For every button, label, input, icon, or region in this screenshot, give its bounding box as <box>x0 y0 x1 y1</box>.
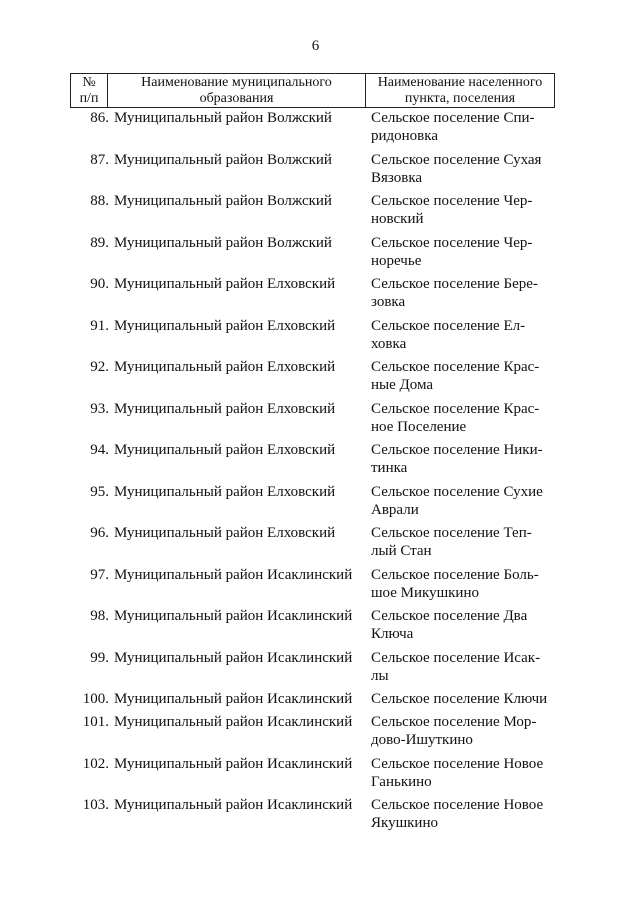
row-settlement <box>371 400 556 436</box>
row-settlement <box>371 275 556 311</box>
row-number: 99. <box>90 649 109 666</box>
table-row <box>0 109 631 151</box>
row-number: 91. <box>90 317 109 334</box>
row-settlement-line: ридоновка <box>371 128 438 144</box>
row-settlement-line: Сельское поселение Ники- <box>371 442 543 458</box>
row-number: 95. <box>90 483 109 500</box>
row-settlement <box>371 524 556 560</box>
row-settlement-line: шое Микушкино <box>371 584 479 601</box>
row-number: 94. <box>90 442 109 458</box>
table-row <box>0 607 631 649</box>
row-settlement <box>371 755 556 791</box>
table-row <box>0 566 631 608</box>
row-settlement-line: Сельское поселение Ключи <box>371 691 548 707</box>
header-number-cell <box>71 74 108 108</box>
row-municipality: Муниципальный район Елховский <box>114 317 336 334</box>
row-municipality: Муниципальный район Исаклинский <box>114 755 353 772</box>
header-municipality-line: Наименование муниципального <box>141 75 332 90</box>
row-number: 92. <box>90 359 109 375</box>
row-number: 102. <box>82 755 109 772</box>
row-municipality: Муниципальный район Елховский <box>114 400 336 417</box>
row-settlement-line: лы <box>371 667 389 684</box>
header-municipality-cell <box>108 74 366 108</box>
row-number: 103. <box>82 797 109 813</box>
row-municipality: Муниципальный район Волжский <box>114 193 332 209</box>
row-settlement-line: дово-Ишуткино <box>371 732 473 748</box>
row-settlement-line: Сельское поселение Боль- <box>371 566 539 583</box>
row-municipality: Муниципальный район Елховский <box>114 359 336 375</box>
row-settlement <box>371 441 556 477</box>
row-settlement <box>371 566 556 602</box>
row-number: 101. <box>82 714 109 730</box>
row-settlement-line: тинка <box>371 460 408 476</box>
row-municipality: Муниципальный район Исаклинский <box>114 714 353 730</box>
row-settlement-line: Сельское поселение Новое <box>371 755 544 772</box>
row-settlement <box>371 109 556 145</box>
row-settlement-line: Ганькино <box>371 773 432 790</box>
row-number: 96. <box>90 525 109 541</box>
page-number: 6 <box>311 38 320 54</box>
row-settlement <box>371 649 556 685</box>
row-settlement-line: Аврали <box>371 501 419 518</box>
table-row <box>0 192 631 234</box>
row-settlement <box>371 358 556 394</box>
row-municipality: Муниципальный район Волжский <box>114 151 332 168</box>
row-settlement <box>371 192 556 228</box>
table-row <box>0 649 631 691</box>
row-settlement-line: Якушкино <box>371 815 438 831</box>
table-row <box>0 317 631 359</box>
row-settlement <box>371 151 556 187</box>
row-settlement-line: Вязовка <box>371 169 423 186</box>
row-settlement <box>371 796 556 832</box>
table-row <box>0 713 631 755</box>
row-settlement-line: Ключа <box>371 626 414 642</box>
header-settlement-line: Наименование населенного <box>377 75 543 90</box>
row-municipality: Муниципальный район Исаклинский <box>114 608 353 624</box>
row-municipality: Муниципальный район Елховский <box>114 525 336 541</box>
row-municipality: Муниципальный район Елховский <box>114 483 336 500</box>
row-settlement <box>371 317 556 353</box>
table-row <box>0 796 631 838</box>
table-row <box>0 358 631 400</box>
row-settlement <box>371 607 556 643</box>
row-municipality: Муниципальный район Волжский <box>114 234 332 251</box>
header-number-line: № <box>82 75 96 90</box>
table-row <box>0 524 631 566</box>
row-municipality: Муниципальный район Исаклинский <box>114 691 353 707</box>
row-settlement-line: Сельское поселение Бере- <box>371 276 538 292</box>
row-number: 93. <box>90 400 109 417</box>
row-settlement-line: ховка <box>371 335 407 352</box>
row-settlement-line: лый Стан <box>371 543 432 559</box>
row-municipality: Муниципальный район Елховский <box>114 276 336 292</box>
row-settlement <box>371 234 556 270</box>
row-settlement-line: Сельское поселение Новое <box>371 797 544 813</box>
row-settlement-line: новский <box>371 211 424 227</box>
row-number: 100. <box>82 691 109 707</box>
row-settlement <box>371 690 556 708</box>
row-municipality: Муниципальный район Исаклинский <box>114 566 353 583</box>
header-settlement-line: пункта, поселения <box>404 91 516 106</box>
row-number: 87. <box>90 151 109 168</box>
table-row <box>0 483 631 525</box>
table-row <box>0 690 631 713</box>
row-municipality: Муниципальный район Волжский <box>114 110 332 126</box>
table-header <box>70 73 555 108</box>
row-settlement-line: Сельское поселение Крас- <box>371 359 540 375</box>
table-row <box>0 275 631 317</box>
row-number: 90. <box>90 276 109 292</box>
row-number: 86. <box>90 110 109 126</box>
table-row <box>0 441 631 483</box>
row-settlement-line: Сельское поселение Два <box>371 608 528 624</box>
row-settlement-line: ное Поселение <box>371 418 467 435</box>
table-row <box>0 400 631 442</box>
row-settlement-line: зовка <box>371 294 406 310</box>
row-settlement-line: ные Дома <box>371 377 434 393</box>
row-number: 88. <box>90 193 109 209</box>
row-settlement-line: Сельское поселение Теп- <box>371 525 532 541</box>
header-settlement-cell <box>366 74 555 108</box>
header-municipality-line: образования <box>199 91 274 106</box>
row-settlement <box>371 483 556 519</box>
row-settlement-line: Сельское поселение Исак- <box>371 649 541 666</box>
row-settlement-line: Сельское поселение Сухие <box>371 483 543 500</box>
row-settlement-line: Сельское поселение Ел- <box>371 317 526 334</box>
table-row <box>0 755 631 797</box>
row-settlement <box>371 713 556 749</box>
row-number: 98. <box>90 608 109 624</box>
row-settlement-line: Сельское поселение Чер- <box>371 234 533 251</box>
row-settlement-line: Сельское поселение Чер- <box>371 193 533 209</box>
table-row <box>0 234 631 276</box>
row-settlement-line: Сельское поселение Сухая <box>371 151 542 168</box>
header-number-line: п/п <box>79 91 99 106</box>
row-settlement-line: Сельское поселение Спи- <box>371 110 535 126</box>
row-settlement-line: Сельское поселение Мор- <box>371 714 537 730</box>
table-row <box>0 151 631 193</box>
table-body <box>0 109 631 838</box>
row-municipality: Муниципальный район Елховский <box>114 442 336 458</box>
row-municipality: Муниципальный район Исаклинский <box>114 797 353 813</box>
row-settlement-line: Сельское поселение Крас- <box>371 400 540 417</box>
row-number: 97. <box>90 566 109 583</box>
row-settlement-line: норечье <box>371 252 422 269</box>
row-municipality: Муниципальный район Исаклинский <box>114 649 353 666</box>
row-number: 89. <box>90 234 109 251</box>
